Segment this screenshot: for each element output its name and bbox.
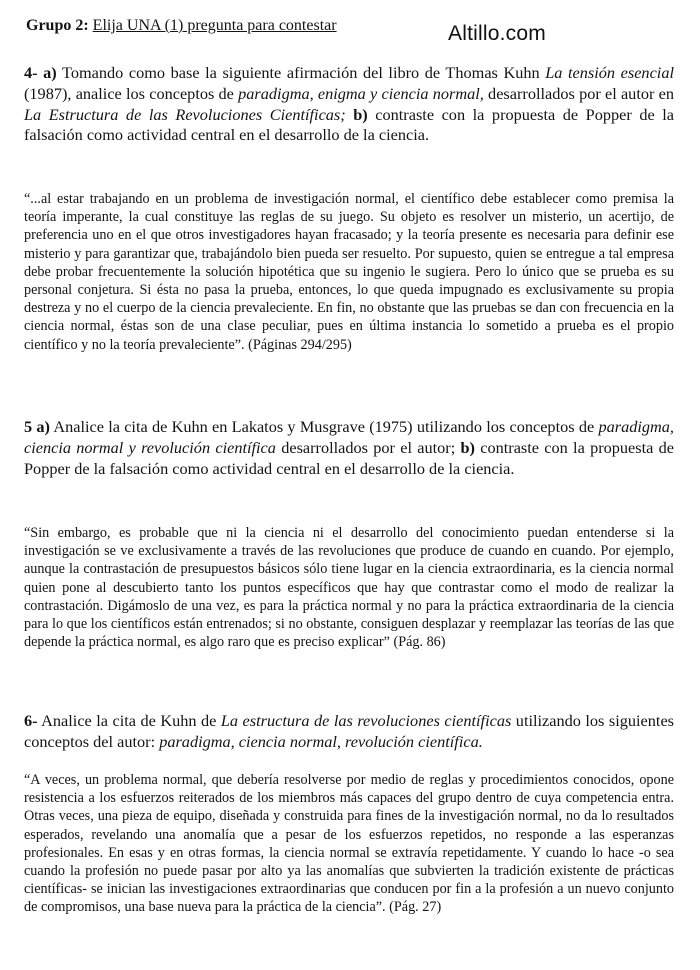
question-4-text-3: desarrollados por el autor en [483,83,674,103]
question-6 [24,711,674,753]
question-4-text-2: (1987), analice los conceptos de [24,83,239,103]
question-4 [24,63,674,146]
question-5-text-3: contraste con la propuesta de Popper de la falsación como actividad central en el desarrollo de la ciencia. [24,437,674,478]
group-label: Grupo 2: [26,17,89,34]
question-6-number: 6- [24,711,38,730]
question-5-text-1: Analice la cita de Kuhn en Lakatos y Musgrave (1975) utilizando los conceptos de [49,417,599,436]
question-5-number: 5 a) [24,417,50,436]
question-5-text-2: desarrollados por el autor; [275,437,461,457]
question-6-text-2: utilizando los siguientes conceptos del autor: [24,711,675,751]
question-4-book-title-2: La Estructura de las Revoluciones Científicas; [24,104,346,124]
question-4-text-1: Tomando como base la siguiente afirmación del libro de Thomas Kuhn [56,63,546,82]
question-4-number: 4- a) [24,63,57,82]
question-4-book-title: La tensión esencial [545,63,674,82]
group-header [26,17,337,35]
quote-6: “A veces, un problema normal, que debería resolverse por medio de reglas y procedimientos conocidos, opone resistencia a los esfuerzos reiterados de los miembros más capaces del grupo dentro de cuya competencia entra. Otras veces, una pieza de equipo, diseñada y construida para fines de la investigación normal, no da lo resultados esperados, revelando una anomalía que a pesar de los esfuerzos repetidos, no responde a las esperanzas profesionales. En esas y en otras formas, la ciencia normal se extravía repetidamente. Y cuando lo hace -o sea cuando la profesión no puede pasar por alto ya las anomalías que subvierten la tradición existente de prácticas científicas- se inician las investigaciones extraordinarias que conducen por fin a la profesión a un nuevo conjunto de compromisos, una base nueva para la práctica de la ciencia”. (Pág. 27) [24,772,674,916]
question-6-text-1: Analice la cita de Kuhn de [37,711,221,730]
question-5-part-b: b) [460,437,475,457]
question-4-concepts: paradigma, enigma y ciencia normal, [238,83,484,103]
question-6-concepts: paradigma, ciencia normal, revolución científica. [159,731,483,751]
group-instruction: Elija UNA (1) pregunta para contestar [92,17,337,34]
quote-5: “Sin embargo, es probable que ni la ciencia ni el desarrollo del conocimiento puedan entenderse si la investigación se ve exclusivamente a través de las revoluciones que produce de cuando en cuando. Por ejemplo, aunque la contrastación de presupuestos básicos sólo tiene lugar en la ciencia extraordinaria, es la ciencia normal quien pone al descubierto tanto los puntos específicos que hay que contrastar como el modo de realizar la contrastación. Digámoslo de una vez, es para la práctica normal y no para la práctica extraordinaria de la ciencia para lo que los científicos están entrenados; si no obstante, consiguen desplazar y reemplazar las teorías de las que depende la práctica normal, es algo raro que es preciso explicar” (Pág. 86) [24,525,674,651]
question-4-part-b: b) [345,104,368,124]
question-6-book-title: La estructura de las revoluciones científicas [220,711,512,730]
watermark-logo: Altillo.com [448,22,546,45]
question-5 [24,417,674,479]
question-4-text-4: contraste con la propuesta de Popper de la falsación como actividad central en el desarrollo de la ciencia. [24,104,675,145]
question-5-concepts: paradigma, ciencia normal y revolución científica [24,417,674,457]
quote-4: “...al estar trabajando en un problema de investigación normal, el científico debe establecer como premisa la teoría imperante, la cual constituye las reglas de su juego. Su objeto es resolver un misterio, un acertijo, de preferencia uno en el que otros investigadores hayan fracasado; y la teoría presente es necesaria para definir ese misterio y para garantizar que, trabajándolo bien pueda ser resuelto. Por supuesto, quien se entregue a tal empresa debe probar frecuentemente la solución hipotética que su ingenio le sugiera. Pero lo único que se prueba es su personal conjetura. Si ésta no pasa la prueba, entonces, lo que queda impugnado es exclusivamente su propia destreza y no el cuerpo de la ciencia prevaleciente. En fin, no obstante que las pruebas se dan con frecuencia en la ciencia normal, éstas son de una clase peculiar, pues en última instancia lo sometido a prueba es el propio científico y no la teoría prevaleciente”. (Páginas 294/295) [24,191,674,353]
